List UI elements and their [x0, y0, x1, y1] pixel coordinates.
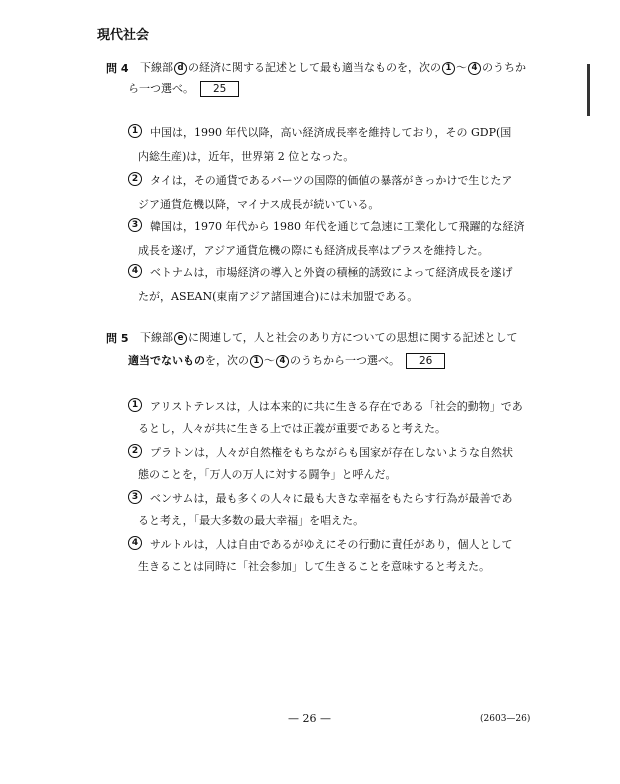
option-text: ジア通貨危機以降，マイナス成長が続いている。	[138, 198, 380, 211]
option-text: 態のことを，「万人の万人に対する闘争」と呼んだ。	[138, 468, 397, 481]
margin-bar	[587, 64, 590, 116]
option-number-4: 4	[128, 264, 142, 278]
option-text: 韓国は，1970 年代から 1980 年代を通じて急速に工業化して飛躍的な経済	[150, 220, 525, 233]
question-5-label: 問 5	[106, 332, 129, 345]
option-text: 生きることは同時に「社会参加」して生きることを意味すると考えた。	[138, 560, 490, 573]
option-text: 内総生産)は，近年，世界第 2 位となった。	[138, 150, 355, 163]
option-text: 成長を遂げ，アジア通貨危機の際にも経済成長率はプラスを維持した。	[138, 244, 489, 257]
subject-title: 現代社会	[97, 28, 150, 43]
range-start-marker: 1	[250, 355, 263, 368]
option-text: るとし，人々が共に生きる上では正義が重要であると考えた。	[138, 422, 446, 435]
question-4-stem-line2	[128, 80, 239, 97]
option-number-1: 1	[128, 398, 142, 412]
question-5-stem-line2	[128, 352, 445, 369]
stem-text: の経済に関する記述として最も適当なものを，次の	[188, 61, 441, 74]
option-text: プラトンは，人々が自然権をもちながらも国家が存在しないような自然状	[150, 446, 513, 459]
option-number-3: 3	[128, 490, 142, 504]
stem-text: ら一つ選べ。	[128, 82, 194, 95]
underline-marker: e	[174, 332, 187, 345]
option-text: たが，ASEAN(東南アジア諸国連合)には未加盟である。	[138, 290, 419, 303]
stem-text: を，次の	[205, 354, 249, 367]
stem-text: のうちから一つ選べ。	[290, 354, 400, 367]
option-number-2: 2	[128, 172, 142, 186]
stem-text: のうちか	[482, 61, 526, 74]
question-4-label: 問 4	[106, 62, 129, 75]
question-4-stem-line1	[140, 59, 526, 75]
option-text: ベトナムは，市場経済の導入と外資の積極的誘致によって経済成長を遂げ	[150, 266, 513, 279]
stem-text: に関連して，人と社会のあり方についての思想に関する記述として	[188, 331, 518, 344]
range-start-marker: 1	[442, 62, 455, 75]
option-number-3: 3	[128, 218, 142, 232]
option-number-4: 4	[128, 536, 142, 550]
option-text: 中国は，1990 年代以降，高い経済成長率を維持しており，その GDP(国	[150, 126, 512, 139]
document-code: (2603—26)	[480, 714, 531, 724]
option-number-1: 1	[128, 124, 142, 138]
option-text: サルトルは，人は自由であるがゆえにその行動に責任があり，個人として	[150, 538, 513, 551]
stem-text: 下線部	[140, 331, 173, 344]
answer-box-25: 25	[200, 81, 239, 97]
option-number-2: 2	[128, 444, 142, 458]
emphasis-text: 適当でないもの	[128, 354, 205, 367]
underline-marker: d	[174, 62, 187, 75]
option-text: アリストテレスは，人は本来的に共に生きる存在である「社会的動物」であ	[150, 400, 523, 413]
option-text: ベンサムは，最も多くの人々に最も大きな幸福をもたらす行為が最善であ	[150, 492, 513, 505]
stem-text: 下線部	[140, 61, 173, 74]
range-tilde: ～	[264, 354, 275, 367]
range-end-marker: 4	[468, 62, 481, 75]
option-text: タイは，その通貨であるバーツの国際的価値の暴落がきっかけで生じたア	[150, 174, 513, 187]
option-text: ると考え，「最大多数の最大幸福」を唱えた。	[138, 514, 365, 527]
range-tilde: ～	[456, 61, 467, 74]
range-end-marker: 4	[276, 355, 289, 368]
page-number: — 26 —	[288, 712, 331, 725]
answer-box-26: 26	[406, 353, 445, 369]
question-5-stem-line1	[140, 329, 518, 345]
